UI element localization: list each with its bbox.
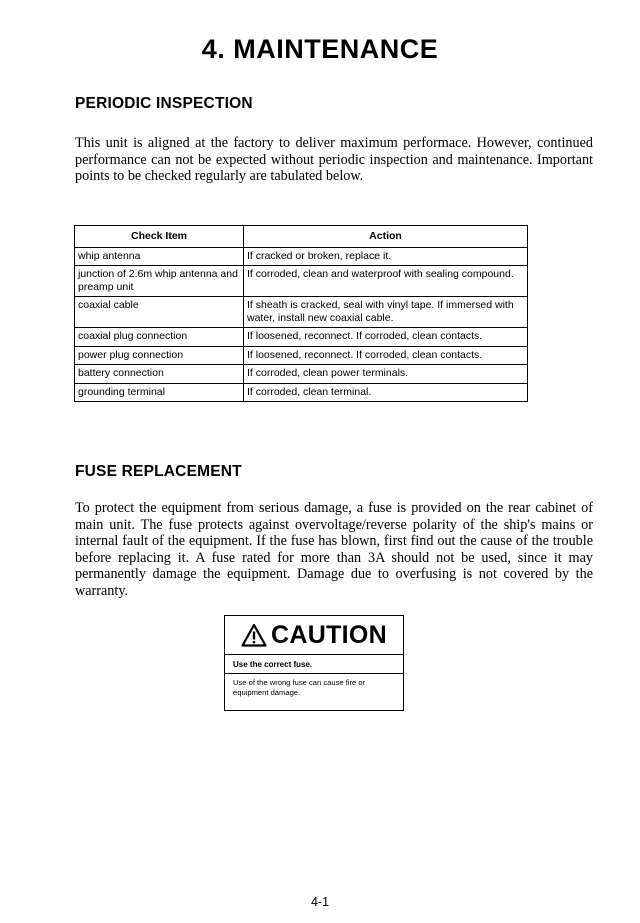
table-row (75, 247, 528, 266)
check-item-cell: grounding terminal (75, 383, 244, 402)
caution-box (224, 615, 404, 711)
page-number: 4-1 (310, 895, 330, 909)
check-item-cell: junction of 2.6m whip antenna and preamp unit (75, 266, 244, 297)
table-row (75, 297, 528, 328)
fuse-paragraph: To protect the equipment from serious damage, a fuse is provided on the rear cabinet of main unit. The fuse protects against overvoltage/reverse polarity of the ship's mains or internal fault of the equipment. If the fuse has blown, first find out the cause of the trouble before replacing it. A fuse rated for more than 3A should not be used, since it may permanently damage the equipment. Damage due to overfusing is not covered by the warranty. (75, 500, 593, 599)
check-item-cell: battery connection (75, 365, 244, 384)
action-cell: If cracked or broken, replace it. (244, 247, 528, 266)
action-cell: If corroded, clean and waterproof with sealing compound. (244, 266, 528, 297)
table-row (75, 328, 528, 347)
check-item-cell: whip antenna (75, 247, 244, 266)
table-row (75, 383, 528, 402)
warning-triangle-icon (241, 623, 267, 647)
check-item-cell: coaxial plug connection (75, 328, 244, 347)
action-cell: If loosened, reconnect. If corroded, clean contacts. (244, 346, 528, 365)
table-row (75, 365, 528, 384)
periodic-intro-paragraph: This unit is aligned at the factory to deliver maximum performace. However, continued performance can not be expected without periodic inspection and maintenance. Important points to be checked regularly are tabulated below. (75, 135, 593, 184)
page-title: 4. MAINTENANCE (201, 34, 439, 64)
caution-header (225, 616, 403, 655)
table-header-row (75, 226, 528, 248)
inspection-table (74, 225, 528, 402)
action-cell: If corroded, clean power terminals. (244, 365, 528, 384)
action-cell: If sheath is cracked, seal with vinyl tape. If immersed with water, install new coaxial cable. (244, 297, 528, 328)
column-header-action: Action (244, 226, 528, 248)
table-row (75, 346, 528, 365)
section-heading-fuse-replacement: FUSE REPLACEMENT (75, 463, 242, 480)
section-heading-periodic-inspection: PERIODIC INSPECTION (75, 95, 253, 112)
check-item-cell: power plug connection (75, 346, 244, 365)
action-cell: If loosened, reconnect. If corroded, clean contacts. (244, 328, 528, 347)
caution-detail: Use of the wrong fuse can cause fire or equipment damage. (233, 678, 366, 697)
column-header-check-item: Check Item (75, 226, 244, 248)
caution-instruction: Use the correct fuse. (225, 655, 403, 674)
action-cell: If corroded, clean terminal. (244, 383, 528, 402)
check-item-cell: coaxial cable (75, 297, 244, 328)
table-row (75, 266, 528, 297)
caution-title: CAUTION (271, 620, 387, 649)
